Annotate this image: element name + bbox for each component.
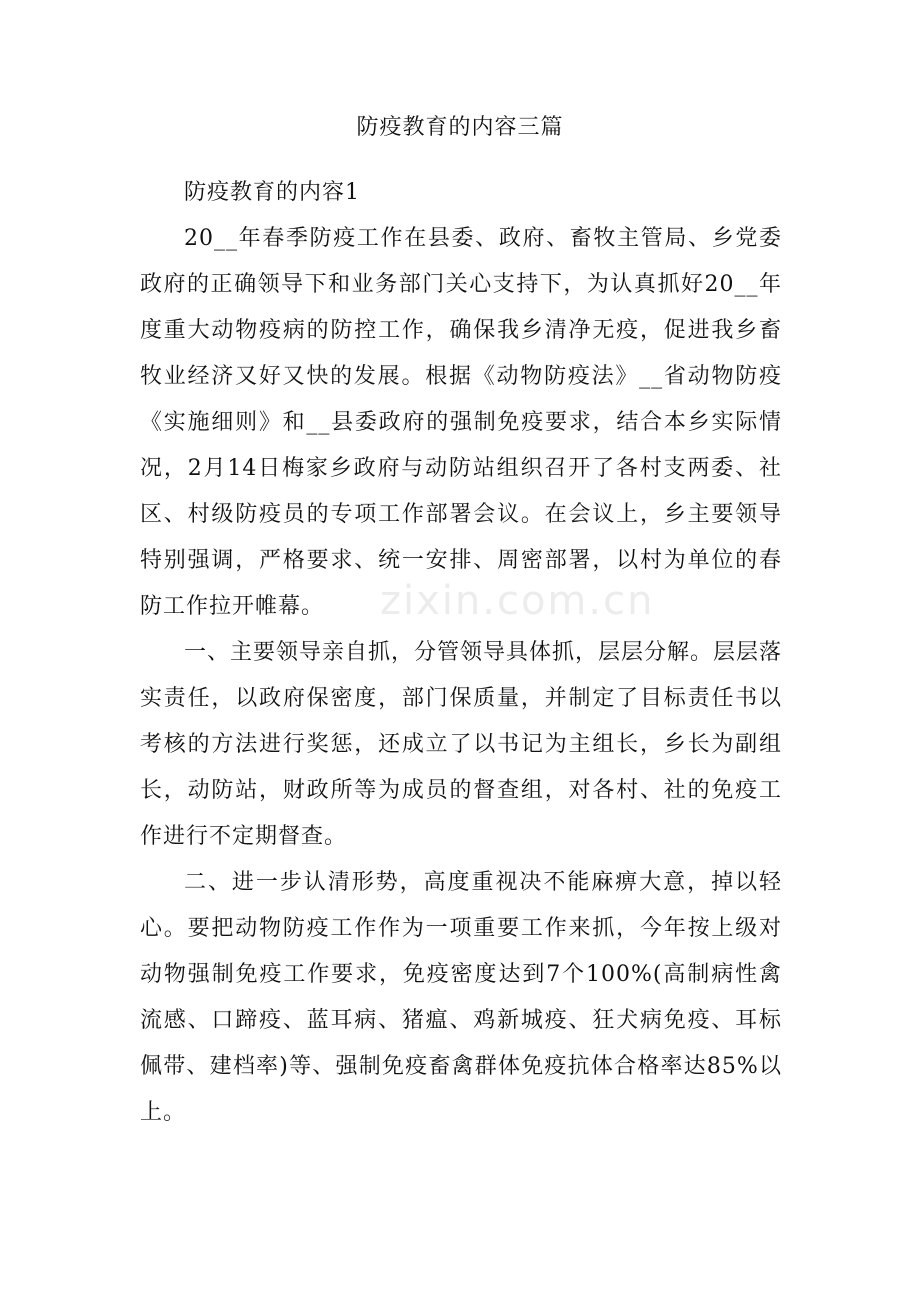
document-body — [140, 170, 782, 1136]
paragraph-point-one: 一、主要领导亲自抓，分管领导具体抓，层层分解。层层落实责任，以政府保密度，部门保质量，并制定了目标责任书以考核的方法进行奖惩，还成立了以书记为主组长，乡长为副组长，动防站，财政所等为成员的督查组，对各村、社的免疫工作进行不定期督查。 — [140, 640, 783, 849]
section-heading: 防疫教育的内容1 — [184, 180, 360, 205]
paragraph-point-two: 二、进一步认清形势，高度重视决不能麻痹大意，掉以轻心。要把动物防疫工作作为一项重要工作来抓，今年按上级对动物强制免疫工作要求，免疫密度达到7个100%(高制病性禽流感、口蹄疫、蓝耳病、猪瘟、鸡新城疫、狂犬病免疫、耳标佩带、建档率)等、强制免疫畜禽群体免疫抗体合格率达85%以上。 — [140, 870, 782, 1125]
paragraph-intro: 20__年春季防疫工作在县委、政府、畜牧主管局、乡党委政府的正确领导下和业务部门关心支持下，为认真抓好20__年度重大动物疫病的防控工作，确保我乡清净无疫，促进我乡畜牧业经济又好又快的发展。根据《动物防疫法》__省动物防疫《实施细则》和__县委政府的强制免疫要求，结合本乡实际情况，2月14日梅家乡政府与动防站组织召开了各村支两委、社区、村级防疫员的专项工作部署会议。在会议上，乡主要领导特别强调，严格要求、统一安排、周密部署，以村为单位的春防工作拉开帷幕。 — [140, 226, 782, 619]
document-title: 防疫教育的内容三篇 — [356, 115, 564, 140]
watermark: zixin.com.cn — [380, 578, 655, 624]
